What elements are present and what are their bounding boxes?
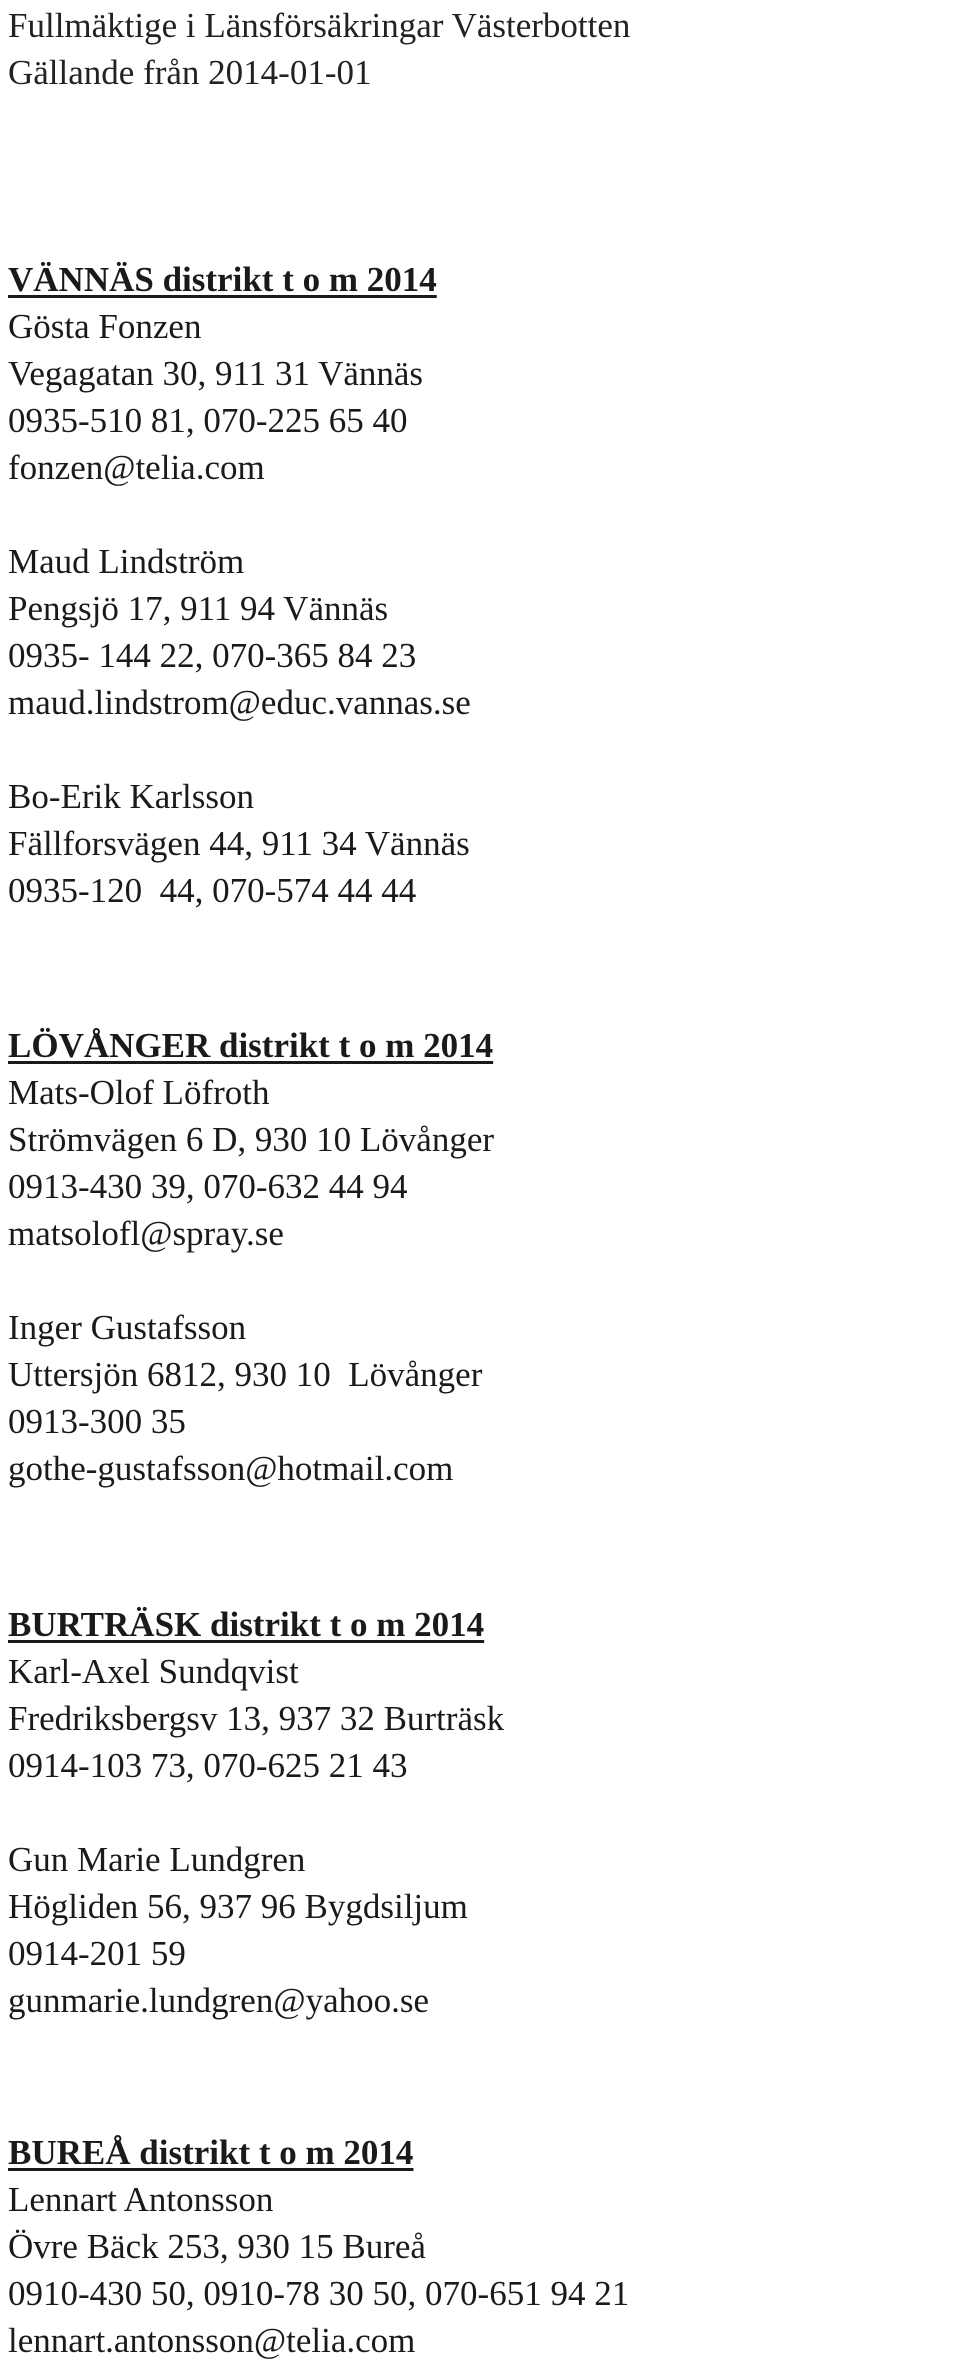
contact-name: Bo-Erik Karlsson [8,777,254,816]
contact-name: Maud Lindström [8,542,245,581]
contact-name: Gösta Fonzen [8,307,202,346]
document-title [8,2,630,96]
contact-address: Fredriksbergsv 13, 937 32 Burträsk [8,1699,505,1738]
contact-entry [8,1648,504,1789]
contact-phone: 0935-120 44, 070-574 44 44 [8,871,417,910]
contact-address: Fällforsvägen 44, 911 34 Vännäs [8,824,470,863]
contact-address: Vegagatan 30, 911 31 Vännäs [8,354,424,393]
contact-email: matsolofl@spray.se [8,1214,284,1253]
contact-entry [8,1069,494,1257]
contact-entry [8,1304,494,1492]
contact-phone: 0913-300 35 [8,1402,186,1441]
contact-name: Karl-Axel Sundqvist [8,1652,299,1691]
title-date-line: Gällande från 2014-01-01 [8,53,372,92]
section-vannas [8,257,471,914]
contact-name: Mats-Olof Löfroth [8,1073,270,1112]
contact-name: Lennart Antonsson [8,2180,274,2219]
contact-entry [8,2176,629,2364]
contact-email: lennart.antonsson@telia.com [8,2321,416,2360]
section-burea [8,2130,629,2364]
contact-address: Uttersjön 6812, 930 10 Lövånger [8,1355,483,1394]
contact-email: fonzen@telia.com [8,448,265,487]
contact-phone: 0914-201 59 [8,1934,186,1973]
contact-email: maud.lindstrom@educ.vannas.se [8,683,471,722]
contact-name: Gun Marie Lundgren [8,1840,306,1879]
contact-entry [8,1836,504,2024]
section-heading: BUREÅ distrikt t o m 2014 [8,2133,414,2172]
section-heading: LÖVÅNGER distrikt t o m 2014 [8,1026,494,1065]
contact-entry [8,303,471,491]
contact-phone: 0910-430 50, 0910-78 30 50, 070-651 94 21 [8,2274,630,2313]
contact-address: Övre Bäck 253, 930 15 Bureå [8,2227,426,2266]
contact-email: gunmarie.lundgren@yahoo.se [8,1981,430,2020]
section-heading: BURTRÄSK distrikt t o m 2014 [8,1605,485,1644]
contact-name: Inger Gustafsson [8,1308,247,1347]
contact-address: Strömvägen 6 D, 930 10 Lövånger [8,1120,495,1159]
contact-entry [8,538,471,726]
contact-address: Högliden 56, 937 96 Bygdsiljum [8,1887,468,1926]
contact-phone: 0935-510 81, 070-225 65 40 [8,401,408,440]
contact-email: gothe-gustafsson@hotmail.com [8,1449,454,1488]
section-burtrask [8,1602,504,2024]
contact-phone: 0914-103 73, 070-625 21 43 [8,1746,408,1785]
section-heading: VÄNNÄS distrikt t o m 2014 [8,260,437,299]
title-line: Fullmäktige i Länsförsäkringar Västerbotten [8,6,631,45]
contact-entry [8,773,471,914]
contact-phone: 0935- 144 22, 070-365 84 23 [8,636,417,675]
section-lovanger [8,1023,494,1492]
contact-address: Pengsjö 17, 911 94 Vännäs [8,589,389,628]
contact-phone: 0913-430 39, 070-632 44 94 [8,1167,408,1206]
